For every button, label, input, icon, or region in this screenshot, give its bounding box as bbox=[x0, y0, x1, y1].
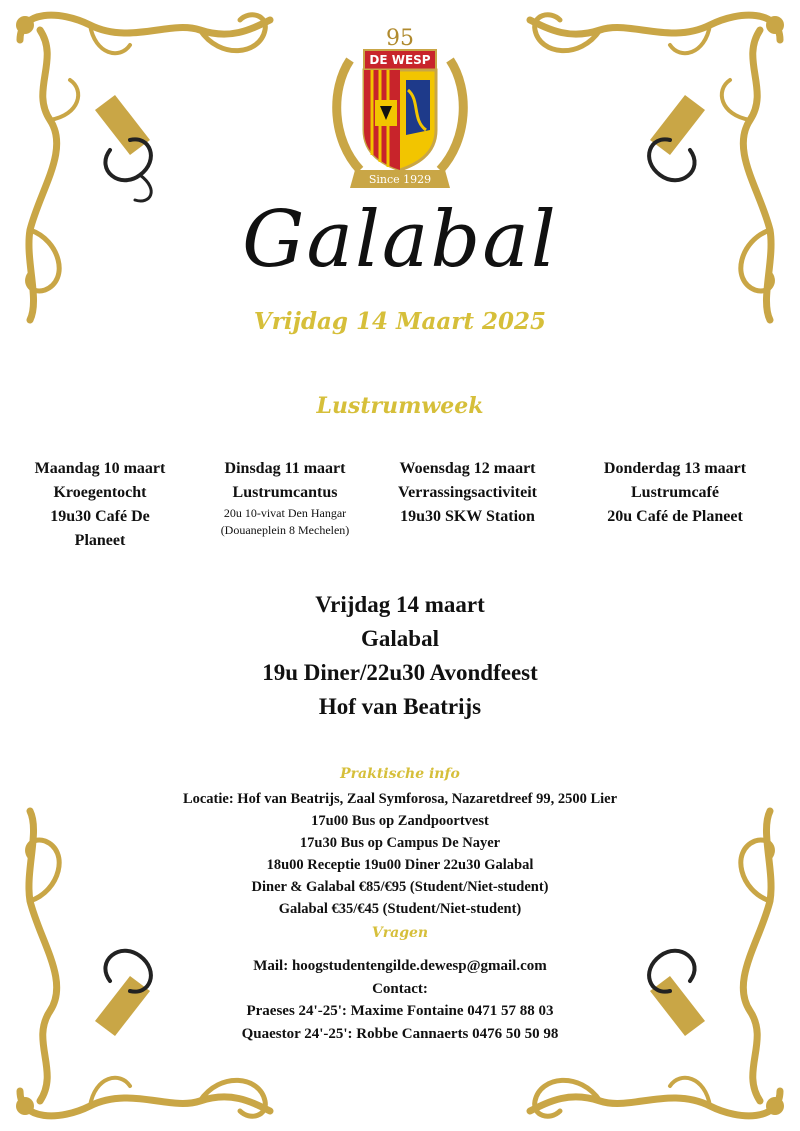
day-line: Dinsdag 11 maart bbox=[224, 460, 346, 477]
main-event-line: Vrijdag 14 maart bbox=[315, 592, 485, 617]
practical-info bbox=[0, 788, 800, 920]
info-line: 17u30 Bus op Campus De Nayer bbox=[299, 835, 501, 851]
crest-since: Since 1929 bbox=[368, 173, 432, 186]
info-line: 18u00 Receptie 19u00 Diner 22u30 Galabal bbox=[266, 857, 534, 873]
day-line: Woensdag 12 maart bbox=[399, 460, 536, 477]
day-line: 20u Café de Planeet bbox=[607, 508, 743, 525]
questions-title: Vragen bbox=[371, 925, 429, 941]
day-detail: (Douaneplein 8 Mechelen) bbox=[220, 523, 350, 537]
day-monday bbox=[10, 457, 190, 553]
week-title: Lustrumweek bbox=[316, 393, 484, 419]
main-event-line: Hof van Beatrijs bbox=[318, 694, 482, 719]
day-line: Lustrumcantus bbox=[232, 484, 338, 501]
day-line: 19u30 SKW Station bbox=[400, 508, 535, 525]
main-event-line: 19u Diner/22u30 Avondfeest bbox=[262, 660, 538, 685]
contact-line: Quaestor 24'-25': Robbe Cannaerts 0476 50 50 98 bbox=[241, 1025, 559, 1042]
day-line: 19u30 Café De bbox=[50, 508, 150, 525]
main-event-line: Galabal bbox=[361, 626, 439, 651]
day-line: Lustrumcafé bbox=[631, 484, 719, 501]
contact-label: Contact: bbox=[372, 980, 428, 997]
day-line: Donderdag 13 maart bbox=[603, 460, 747, 477]
contact-block bbox=[0, 955, 800, 1045]
day-line: Maandag 10 maart bbox=[34, 460, 166, 477]
info-title: Praktische info bbox=[340, 766, 460, 782]
day-wednesday bbox=[375, 457, 560, 529]
crest-name: DE WESP bbox=[369, 53, 431, 67]
contact-email: Mail: hoogstudentengilde.dewesp@gmail.com bbox=[253, 958, 547, 974]
crest-logo bbox=[320, 20, 480, 200]
week-schedule bbox=[10, 457, 790, 567]
event-title: Galabal bbox=[242, 195, 558, 285]
info-line: Diner & Galabal €85/€95 (Student/Niet-student) bbox=[251, 879, 549, 895]
event-date: Vrijdag 14 Maart 2025 bbox=[253, 308, 547, 335]
info-line: Locatie: Hof van Beatrijs, Zaal Symforosa, Nazaretdreef 99, 2500 Lier bbox=[182, 791, 618, 807]
info-line: Galabal €35/€45 (Student/Niet-student) bbox=[278, 901, 522, 917]
day-thursday bbox=[570, 457, 780, 529]
day-detail: 20u 10-vivat Den Hangar bbox=[223, 506, 347, 520]
contact-line: Praeses 24'-25': Maxime Fontaine 0471 57 88 03 bbox=[246, 1003, 554, 1019]
main-event bbox=[0, 588, 800, 724]
day-tuesday bbox=[195, 457, 375, 539]
info-line: 17u00 Bus op Zandpoortvest bbox=[311, 813, 489, 829]
day-line: Verrassingsactiviteit bbox=[398, 484, 537, 501]
day-line: Planeet bbox=[74, 532, 126, 549]
crest-number: 95 bbox=[386, 26, 414, 51]
day-line: Kroegentocht bbox=[53, 484, 147, 501]
